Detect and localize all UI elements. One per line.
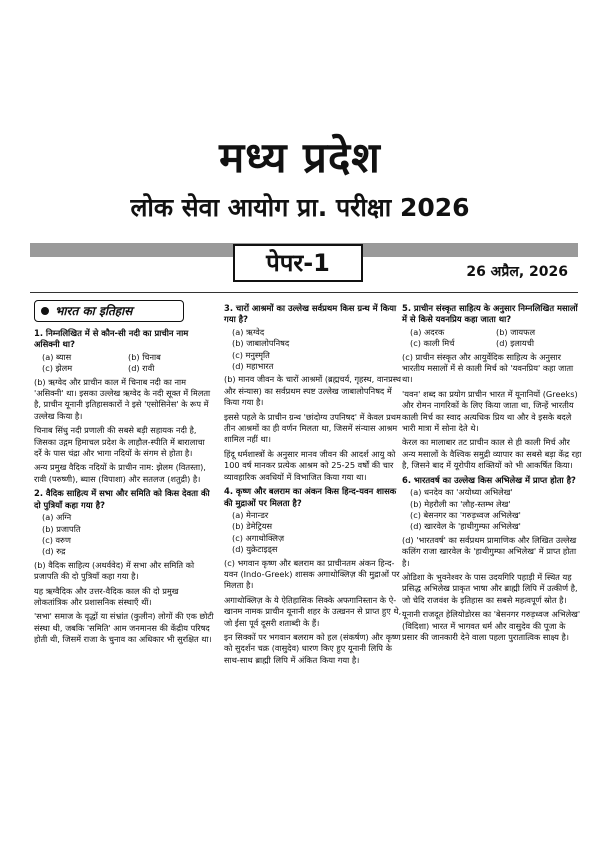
options-q2	[34, 512, 214, 558]
option: (b) चिनाब	[128, 351, 161, 362]
options-q1	[34, 352, 214, 375]
divider	[30, 292, 578, 293]
explanation-q1	[34, 377, 214, 486]
option: (c) काली मिर्च	[410, 338, 455, 349]
option: (a) मेनान्डर	[232, 509, 269, 520]
explanation-para: यह ऋग्वैदिक और उत्तर-वैदिक काल की दो प्रमुख लोकतांत्रिक और प्रशासनिक संस्थाएँ थीं।	[34, 585, 179, 607]
question-2: 2. वैदिक साहित्य में सभा और समिति को किस देवता की दो पुत्रियाँ कहा गया है?	[34, 488, 210, 510]
explanation-q6	[402, 535, 582, 644]
explanation-q2	[34, 560, 214, 646]
column-3	[402, 300, 582, 646]
explanation-para: (d) 'भारतवर्ष' का सर्वप्रथम प्रामाणिक और लिखित उल्लेख कलिंग राजा खारवेल के 'हाथीगुम्फा अभिलेख' में प्राप्त होता है।	[402, 534, 577, 568]
explanation-para: 'यवन' शब्द का प्रयोग प्राचीन भारत में यूनानियों (Greeks) और रोमन नागरिकों के लिए किया जाता था, जिन्हें भारतीय काली मिर्च का स्वाद अत्यधिक प्रिय था और वे इसके बदले भारी मात्रा में सोना देते थे।	[402, 388, 578, 434]
explanation-para: (c) भगवान कृष्ण और बलराम का प्राचीनतम अंकन हिन्द-यवन (Indo-Greek) शासक अगाथोक्लिज़ की मुद्राओं पर मिलता है।	[224, 557, 400, 591]
page-title: मध्य प्रदेश	[219, 133, 381, 182]
question-3: 3. चारों आश्रमों का उल्लेख सर्वप्रथम किस ग्रन्थ में किया गया है?	[224, 303, 397, 325]
column-1	[34, 300, 214, 649]
explanation-para: इससे पहले के प्राचीन ग्रन्थ 'छांदोग्य उपनिषद' में केवल प्रथम तीन आश्रमों का ही वर्णन मिलता था, जिसमें संन्यास आश्रम शामिल नहीं था।	[224, 411, 401, 445]
explanation-para: केरल का मालाबार तट प्राचीन काल से ही काली मिर्च और अन्य मसालों के वैश्विक समुद्री व्यापार का सबसे बड़ा केंद्र रहा है, जिसने बाद में यूरोपीय शक्तियों को भी आकर्षित किया।	[402, 437, 582, 471]
question-5: 5. प्राचीन संस्कृत साहित्य के अनुसार निम्नलिखित मसालों में से किसे यवनप्रिय कहा जाता था?	[402, 303, 578, 325]
section-heading	[34, 300, 184, 322]
question-1: 1. निम्नलिखित में से कौन-सी नदी का प्राचीन नाम असिक्नी था?	[34, 328, 189, 350]
explanation-para: (b) ऋग्वेद और प्राचीन काल में चिनाब नदी का नाम 'असिक्नी' था। इसका उल्लेख ऋग्वेद के नदी सूक्त में मिलता है, प्राचीन यूनानी इतिहासकारों ने इसे 'एसोसिनेस' के रूप में उल्लेख किया है।	[34, 376, 211, 421]
option: (c) झेलम	[42, 363, 73, 374]
option: (a) ब्यास	[42, 351, 72, 362]
options-q3	[224, 327, 404, 373]
bullet-icon	[41, 307, 49, 315]
options-q5	[402, 327, 582, 350]
options-q6	[402, 487, 582, 533]
option: (a) ऋग्वेद	[232, 326, 265, 337]
column-2	[224, 300, 404, 669]
option: (d) रावी	[128, 363, 155, 374]
explanation-para: (b) मानव जीवन के चारों आश्रमों (ब्रह्मचर्य, गृहस्थ, वानप्रस्थ और संन्यास) का सर्वप्रथम स्पष्ट उल्लेख जाबालोपनिषद में किया गया है।	[224, 374, 401, 408]
option: (a) अग्नि	[42, 512, 72, 523]
option: (b) डेमेट्रियस	[232, 521, 272, 532]
option: (b) प्रजापति	[42, 523, 81, 534]
explanation-para: अगाथोक्लिज़ के ये ऐतिहासिक सिक्के अफगानिस्तान के ऐ-खानम नामक प्राचीन यूनानी शहर के उत्खनन से प्राप्त हुए थे, जो ईसा पूर्व दूसरी शताब्दी के हैं।	[224, 594, 402, 628]
explanation-para: (c) प्राचीन संस्कृत और आयुर्वेदिक साहित्य के अनुसार भारतीय मसालों में से काली मिर्च को 'यवनप्रिय' कहा जाता था।	[402, 351, 574, 385]
option: (d) इलायची	[496, 338, 534, 349]
option: (c) बेसनगर का 'गरुड़ध्वज अभिलेख'	[410, 509, 521, 520]
exam-date: 26 अप्रैल, 2026	[466, 264, 568, 280]
explanation-q3	[224, 374, 404, 483]
option: (c) मनुस्मृति	[232, 349, 270, 360]
option: (a) धनदेव का 'अयोध्या अभिलेख'	[410, 487, 513, 498]
option: (a) अदरक	[410, 326, 445, 337]
question-6: 6. भारतवर्ष का उल्लेख किस अभिलेख में प्राप्त होता है?	[402, 474, 576, 485]
paper-label: पेपर-1	[233, 244, 363, 282]
explanation-para: इन सिक्कों पर भगवान बलराम को हल (संकर्षण) और कृष्ण को सुदर्शन चक्र (वासुदेव) धारण किए हुए यूनानी लिपि के साथ-साथ ब्राह्मी लिपि में अंकित किया गया है।	[224, 631, 401, 665]
explanation-para: ओडिशा के भुवनेश्वर के पास उदयगिरि पहाड़ी में स्थित यह प्रसिद्ध अभिलेख प्राकृत भाषा और ब्राह्मी लिपि में उत्कीर्ण है, जो चेदि राजवंश के इतिहास का सबसे महत्वपूर्ण स्रोत है।	[402, 571, 578, 605]
option: (c) अगाथोक्लिज़	[232, 532, 285, 543]
option: (d) युक्रेटाइड्स	[232, 544, 278, 555]
explanation-para: 'सभा' समाज के वृद्धों या संभ्रांत (कुलीन) लोगों की एक छोटी संस्था थी, जबकि 'समिति' आम जनमानस की केंद्रीय परिषद होती थी, जिसमें राजा के चुनाव का अधिकार भी सुरक्षित था।	[34, 611, 214, 645]
explanation-para: अन्य प्रमुख वैदिक नदियों के प्राचीन नाम: झेलम (वितस्ता), रावी (परुष्णी), ब्यास (विपाशा) और सतलज (शतुद्री) है।	[34, 462, 206, 484]
page-subtitle: लोक सेवा आयोग प्रा. परीक्षा 2026	[130, 193, 470, 222]
explanation-para: यूनानी राजदूत हेलियोडोरस का 'बेसनगर गरुड़ध्वज अभिलेख' (विदिशा) भारत में भागवत धर्म और वासुदेव की पूजा के प्रसार की जानकारी देने वाला पहला पुरातात्विक साक्ष्य है।	[402, 609, 581, 642]
options-q4	[224, 510, 404, 556]
option: (d) खारवेल के 'हाथीगुम्फा अभिलेख'	[410, 521, 521, 532]
explanation-para: हिंदू धर्मशास्त्रों के अनुसार मानव जीवन की आदर्श आयु को 100 वर्ष मानकर प्रत्येक आश्रम को 25-25 वर्षों की चार व्यावहारिक अवधियों में विभाजित किया गया था।	[224, 448, 396, 482]
option: (c) वरुण	[42, 534, 71, 545]
question-4: 4. कृष्ण और बलराम का अंकन किस हिन्द-यवन शासक की मुद्राओं पर मिलता है?	[224, 486, 397, 508]
explanation-q4	[224, 558, 404, 667]
option: (b) मेहरौली का 'लौह-स्तम्भ लेख'	[410, 498, 511, 509]
option: (d) महाभारत	[232, 361, 274, 372]
section-title: भारत का इतिहास	[55, 304, 133, 318]
option: (b) जायफल	[496, 326, 535, 337]
explanation-para: (b) वैदिक साहित्य (अथर्ववेद) में सभा और समिति को प्रजापति की दो पुत्रियाँ कहा गया है।	[34, 559, 195, 582]
explanation-para: चिनाब सिंधु नदी प्रणाली की सबसे बड़ी सहायक नदी है, जिसका उद्गम हिमाचल प्रदेश के लाहौल-स्पीति में बारालाचा दर्रे के पास चंद्रा और भागा नदियों के संगम से होता है।	[34, 425, 205, 459]
option: (b) जाबालोपनिषद	[232, 338, 290, 349]
option: (d) रुद्र	[42, 546, 66, 557]
explanation-q5	[402, 352, 582, 472]
